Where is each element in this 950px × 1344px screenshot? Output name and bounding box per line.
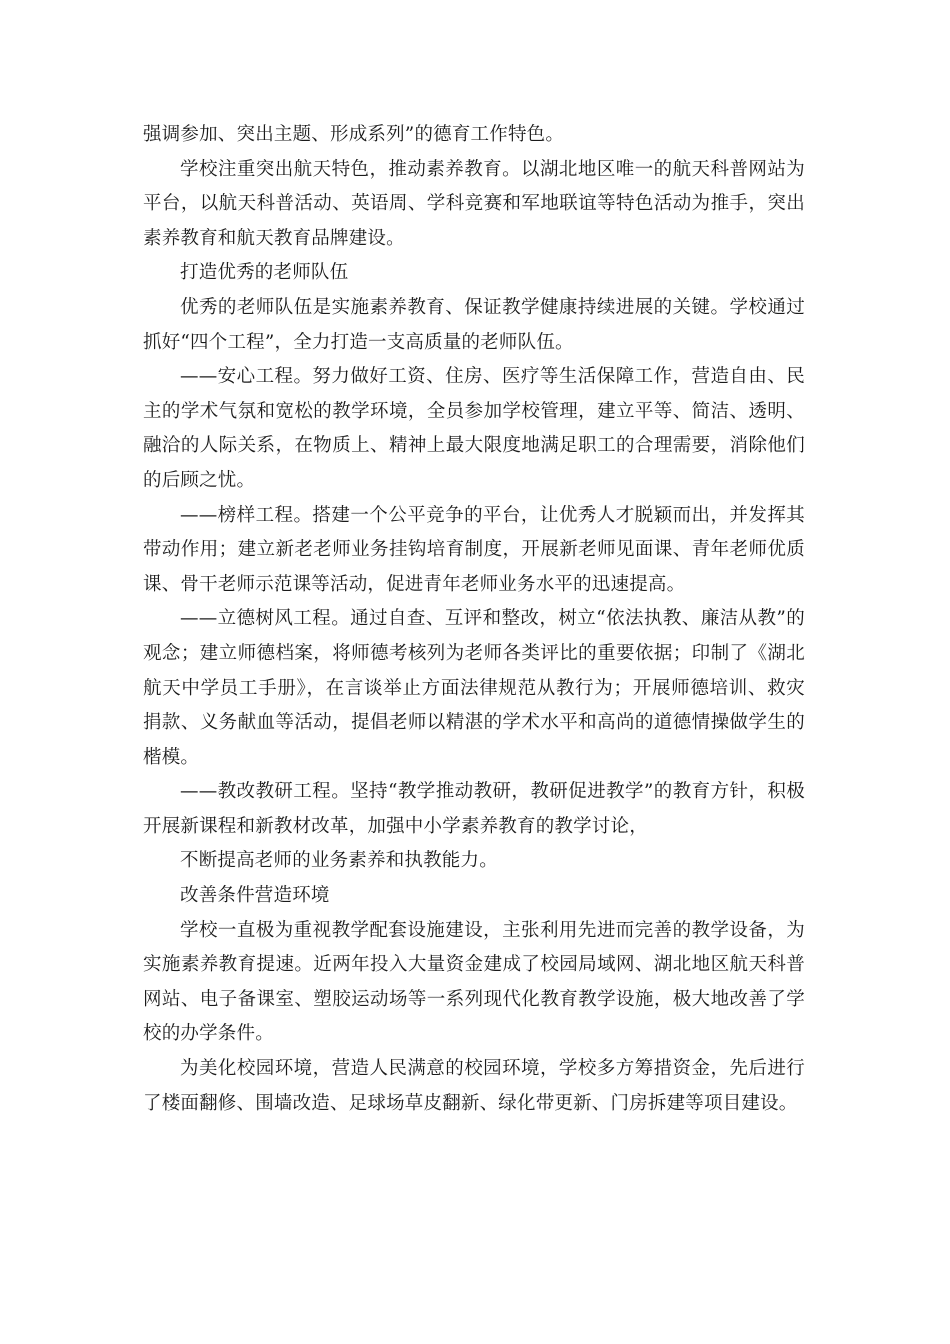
paragraph-8: ——教改教研工程。坚持“教学推动教研，教研促进教学”的教育方针，积极开展新课程和新教材改革，加强中小学素养教育的教学讨论，	[143, 781, 805, 837]
paragraph-1: 强调参加、突出主题、形成系列”的德育工作特色。	[143, 124, 565, 145]
section-heading-environment: 改善条件营造环境	[180, 885, 330, 907]
paragraph-4: 优秀的老师队伍是实施素养教育、保证教学健康持续进展的关键。学校通过抓好“四个工程”，全力打造一支高质量的老师队伍。	[143, 296, 805, 353]
paragraph-2: 学校注重突出航天特色，推动素养教育。以湖北地区唯一的航天科普网站为平台，以航天科普活动、英语周、学科竞赛和军地联谊等特色活动为推手，突出素养教育和航天教育品牌建设。	[143, 158, 805, 249]
paragraph-7: ——立德树风工程。通过自查、互评和整改，树立“依法执教、廉洁从教”的观念；建立师德档案，将师德考核列为老师各类评比的重要依据；印制了《湖北航天中学员工手册》，在言谈举止方面法律规范从教行为；开展师德培训、救灾捐款、义务献血等活动，提倡老师以精湛的学术水平和高尚的道德情操做学生的楷模。	[143, 608, 805, 768]
paragraph-6: ——榜样工程。搭建一个公平竞争的平台，让优秀人才脱颖而出，并发挥其带动作用；建立新老老师业务挂钩培育制度，开展新老师见面课、青年老师优质课、骨干老师示范课等活动，促进青年老师业务水平的迅速提高。	[143, 504, 805, 595]
document-body	[143, 118, 805, 1121]
paragraph-12: 为美化校园环境，营造人民满意的校园环境，学校多方筹措资金，先后进行了楼面翻修、围墙改造、足球场草皮翻新、绿化带更新、门房拆建等项目建设。	[143, 1058, 805, 1114]
section-heading-teachers: 打造优秀的老师队伍	[180, 262, 349, 284]
paragraph-11: 学校一直极为重视教学配套设施建设，主张利用先进而完善的教学设备，为实施素养教育提速。近两年投入大量资金建成了校园局域网、湖北地区航天科普网站、电子备课室、塑胶运动场等一系列现代化教育教学设施，极大地改善了学校的办学条件。	[143, 919, 805, 1045]
paragraph-9: 不断提高老师的业务素养和执教能力。	[180, 850, 498, 872]
paragraph-5: ——安心工程。努力做好工资、住房、医疗等生活保障工作，营造自由、民主的学术气氛和宽松的教学环境，全员参加学校管理，建立平等、简洁、透明、融洽的人际关系，在物质上、精神上最大限度地满足职工的合理需要，消除他们的后顾之忧。	[143, 366, 805, 491]
